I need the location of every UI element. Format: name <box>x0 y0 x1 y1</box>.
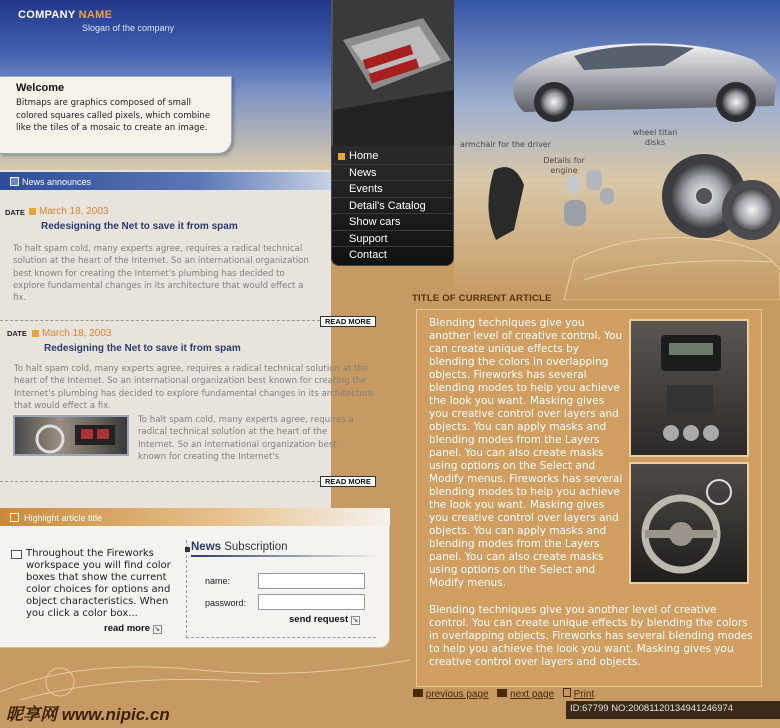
password-input[interactable] <box>258 594 365 610</box>
divider <box>0 320 320 321</box>
dashboard-thumbnail <box>15 417 127 454</box>
company-logo[interactable] <box>18 9 112 21</box>
nav-home[interactable] <box>332 148 454 165</box>
previous-icon <box>413 689 423 697</box>
blueprint-decoration <box>0 652 410 700</box>
date-bullet-icon <box>29 208 36 215</box>
subscription-bullet-icon <box>185 547 190 552</box>
news-thumbnail[interactable] <box>13 415 129 456</box>
news-bar-icon <box>10 177 19 186</box>
watermark-right: ID:67799 NO:20081120134941246974 <box>566 701 780 719</box>
page-navigation <box>413 688 594 700</box>
news-body: To halt spam cold, many experts agree, requires a radical technical solution at the heart of the Internet. So an international organization best known for creating the Internet's plumbing has decided to explore fundamental changes in its architecture that would effect a fix. <box>14 364 374 411</box>
slogan: Slogan of the company <box>82 23 175 33</box>
news-headline-link[interactable]: Redesigning the Net to save it from spam <box>44 343 241 354</box>
article-text-main: Blending techniques give you another level of creative control. You can create unique effects by blending the colors in overlapping objects. Fireworks has several blending modes to help you achieve the look you want. Masking gives you creative control over layers and objects. You can apply masks and blending modes from the Layers panel. You can also create masks using options on the Select and Modify menus. Fireworks has several blending modes to help you achieve the look you want. Masking gives you creative control over layers and objects. You can apply masks and blending modes from the Layers panel. You can also create masks using options on the Select and Modify menus. <box>429 317 623 589</box>
nav-details-catalog[interactable] <box>332 198 454 215</box>
nav-show-cars[interactable] <box>332 214 454 231</box>
news-body-extra: To halt spam cold, many experts agree, requires a radical technical solution at the heart of the Internet. So an international organization best known for creating the Internet's <box>138 415 354 462</box>
engine-photo <box>331 0 454 146</box>
date-bullet-icon <box>32 330 39 337</box>
subscription-title-strong: News <box>191 541 222 553</box>
subscription-title <box>191 541 288 553</box>
send-request-label: send request <box>289 614 349 625</box>
dashboard-console-photo[interactable] <box>629 319 749 457</box>
divider <box>0 481 320 482</box>
caption-engine: Details for engine <box>543 156 585 175</box>
main-nav <box>331 146 454 266</box>
nav-bullet-icon <box>338 153 345 160</box>
console-illustration <box>631 321 747 455</box>
news-date: March 18, 2003 <box>42 328 112 339</box>
highlight-bar-icon <box>10 513 19 522</box>
next-icon <box>497 689 507 697</box>
date-label: DATE <box>7 329 27 338</box>
highlight-text: Throughout the Fireworks workspace you will find color boxes that show the current color choices for options and object characteristics. When you click a color box... <box>26 548 171 619</box>
password-label: password: <box>205 598 247 608</box>
car-banner-illustration <box>454 0 780 300</box>
nav-contact[interactable] <box>332 247 454 264</box>
welcome-text: Bitmaps are graphics composed of small colored squares called pixels, which combine like the tiles of a mosaic to create an image. <box>16 98 211 133</box>
company-word: COMPANY <box>18 9 76 21</box>
read-more-label: read more <box>104 623 150 634</box>
nav-events-label: Events <box>349 183 383 195</box>
send-request-button[interactable] <box>289 614 360 625</box>
nav-details-catalog-label: Detail's Catalog <box>349 199 426 212</box>
article-text-secondary: Blending techniques give you another level of creative control. You can create unique effects by blending the colors in overlapping objects. Fireworks has several blending modes to help you achieve the look you want. Masking gives you creative control over layers and objects. <box>429 604 753 668</box>
article-icon <box>11 550 22 559</box>
article-title: TITLE OF CURRENT ARTICLE <box>412 293 552 304</box>
watermark-left: 昵享网 www.nipic.cn <box>6 705 170 724</box>
nav-news-label: News <box>349 166 377 179</box>
caption-wheel: wheel titan disks <box>632 128 678 147</box>
engine-illustration <box>333 0 454 146</box>
steering-wheel-illustration <box>631 464 747 582</box>
nav-events[interactable] <box>332 181 454 198</box>
blueprint-lines <box>0 652 410 700</box>
highlight-title: Highlight article title <box>24 513 103 523</box>
highlight-read-more-link[interactable] <box>104 623 162 634</box>
news-date: March 18, 2003 <box>39 206 109 217</box>
arrow-icon: ↘ <box>352 617 359 624</box>
news-body: To halt spam cold, many experts agree, requires a radical technical solution at the heart of the Internet. So an international organization best known for creating the Internet's plumbing has decided to explore fundamental changes in its architecture that would effect a fix. <box>13 244 309 304</box>
caption-armchair: armchair for the driver <box>460 140 552 149</box>
welcome-title: Welcome <box>16 82 65 94</box>
previous-page-link[interactable]: previous page <box>425 689 489 700</box>
read-more-button[interactable]: READ MORE <box>320 316 376 327</box>
print-icon <box>563 688 571 697</box>
nav-show-cars-label: Show cars <box>349 216 401 228</box>
print-link[interactable]: Print <box>573 689 595 700</box>
steering-wheel-photo[interactable] <box>629 462 749 584</box>
news-headline-link[interactable]: Redesigning the Net to save it from spam <box>41 221 238 232</box>
car-banner <box>454 0 780 300</box>
company-name-word: NAME <box>78 9 113 21</box>
name-input[interactable] <box>258 573 365 589</box>
nav-support-label: Support <box>349 232 388 245</box>
subscription-underline <box>191 555 381 557</box>
welcome-box <box>0 76 232 154</box>
arrow-icon: ↘ <box>154 626 161 633</box>
next-page-link[interactable]: next page <box>510 689 555 700</box>
name-label: name: <box>205 576 231 586</box>
nav-support[interactable] <box>332 231 454 248</box>
subscription-title-rest: Subscription <box>221 541 288 553</box>
news-announces-title: News announces <box>22 177 92 187</box>
nav-news[interactable] <box>332 165 454 182</box>
nav-home-label: Home <box>349 150 379 162</box>
read-more-button[interactable]: READ MORE <box>320 476 376 487</box>
date-label: DATE <box>5 208 25 217</box>
nav-contact-label: Contact <box>349 249 387 261</box>
